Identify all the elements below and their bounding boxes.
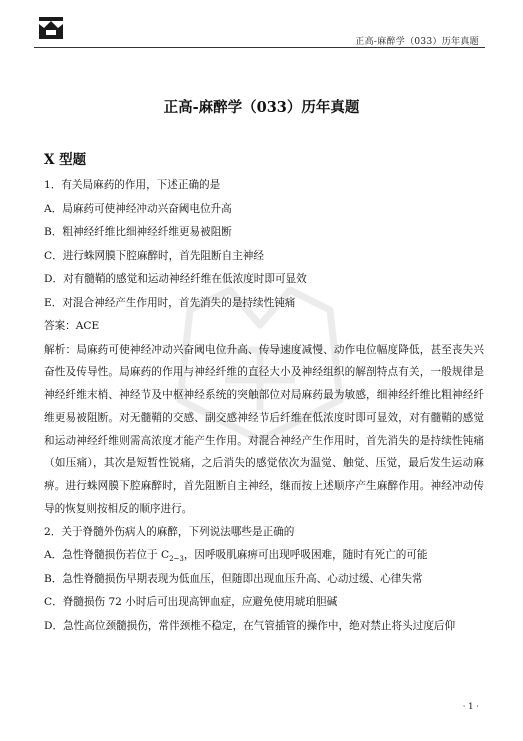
section-heading: X 型题 (44, 152, 87, 168)
page-number: · 1 · (462, 702, 479, 712)
question-1-option-e: E．对混合神经产生作用时，首先消失的是持续性钝痛 (44, 296, 296, 309)
question-1-option-b: B．粗神经纤维比细神经纤维更易被阻断 (44, 226, 232, 238)
question-1-answer: 答案：ACE (44, 320, 100, 332)
document-title: 正高-麻醉学（033）历年真题 (163, 99, 360, 116)
question-list (44, 174, 484, 638)
page-header (0, 0, 523, 50)
question-1-analysis: 解析：局麻药可使神经冲动兴奋阈电位升高、传导速度减慢、动作电位幅度降低，甚至丧失兴奋性及传导性。局麻药的作用与神经纤维的直径大小及神经组织的解剖特点有关，一般规律是神经纤维末梢、神经节及中枢神经系统的突触部位对局麻药最为敏感，细神经纤维比粗神经纤维更易被阻断。对无髓鞘的交感、副交感神经节后纤维在低浓度时即可显效，对有髓鞘的感觉和运动神经纤维则需高浓度才能产生作用。对混合神经产生作用时，首先消失的是持续性钝痛（如压痛），其次是短暂性锐痛，之后消失的感觉依次为温觉、触觉、压觉，最后发生运动麻痹。进行蛛网膜下腔麻醉时，首先阻断自主神经，继而按上述顺序产生麻醉作用。神经冲动传导的恢复则按相反的顺序进行。 (44, 343, 484, 516)
question-1-option-d: D．对有髓鞘的感觉和运动神经纤维在低浓度时即可显效 (44, 273, 307, 285)
question-2-stem: 2．关于脊髓外伤病人的麻醉，下列说法哪些是正确的 (44, 525, 295, 538)
running-title: 正高-麻醉学（033）历年真题 (355, 37, 479, 47)
publisher-logo-icon (36, 15, 66, 41)
question-2-option-d: D．急性高位颈髓损伤，常伴颈椎不稳定，在气管插管的操作中，绝对禁止将头过度后仰 (44, 619, 456, 632)
question-1-option-a: A．局麻药可使神经冲动兴奋阈电位升高 (44, 202, 232, 215)
question-2-option-b: B．急性脊髓损伤早期表现为低血压，但随即出现血压升高、心动过缓、心律失常 (44, 572, 423, 585)
header-rule (34, 47, 485, 48)
question-2-option-c: C．脊髓损伤 72 小时后可出现高钾血症，应避免使用琥珀胆碱 (44, 596, 338, 609)
question-1-stem: 1．有关局麻药的作用，下述正确的是 (44, 179, 221, 191)
question-1-option-c: C．进行蛛网膜下腔麻醉时，首先阻断自主神经 (44, 249, 264, 262)
question-2-option-a: A．急性脊髓损伤若位于 $C_{2\sim 3}$，因呼吸肌麻痹可出现呼吸困难，随时有死亡的可能 (44, 549, 428, 564)
